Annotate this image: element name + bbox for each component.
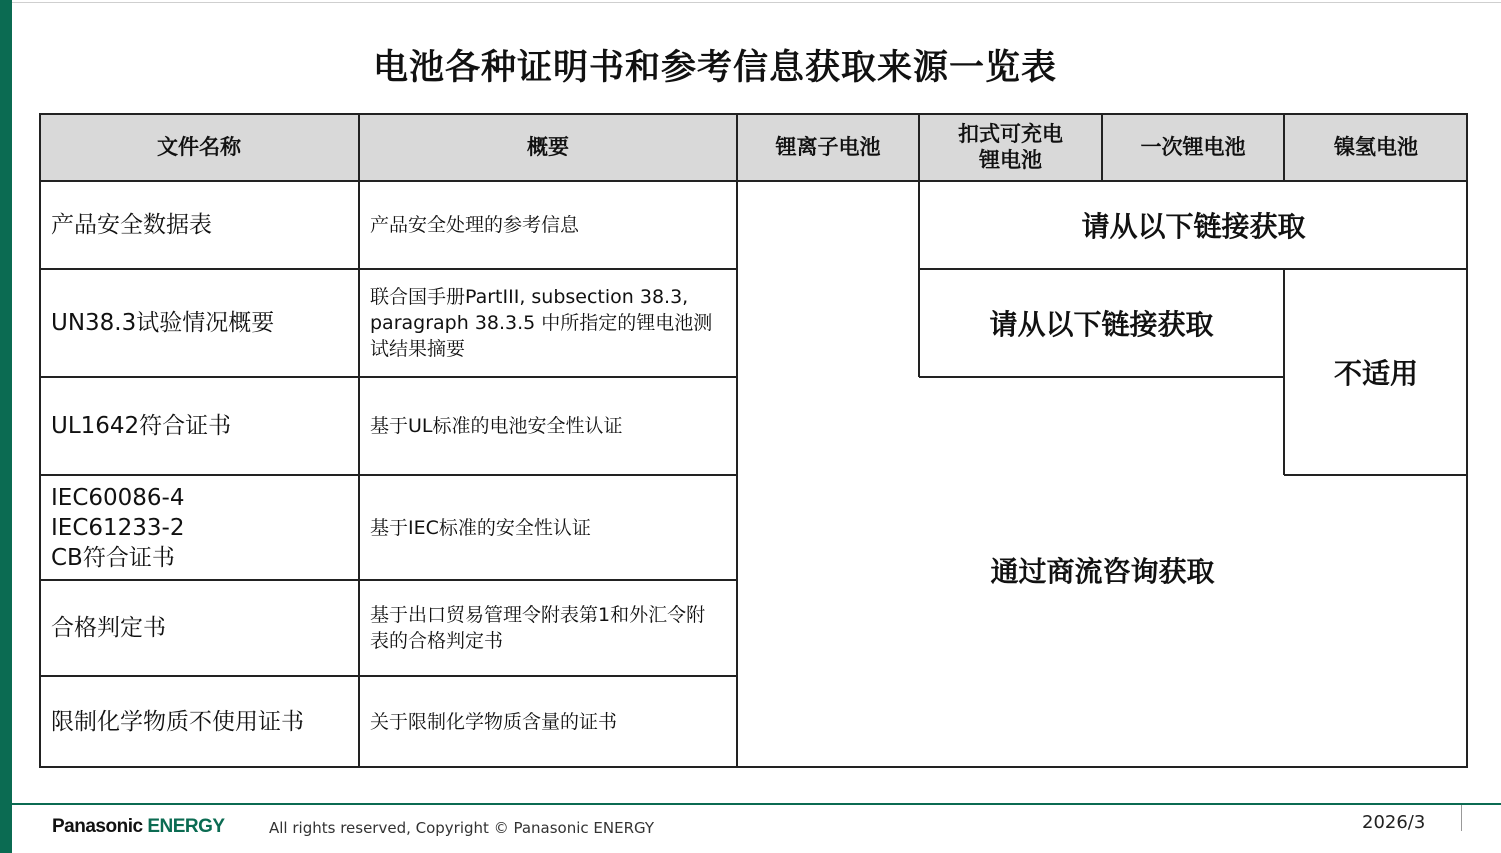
- border: [39, 474, 737, 476]
- row-summary: 关于限制化学物质含量的证书: [370, 711, 618, 733]
- panasonic-energy-logo: [52, 816, 225, 838]
- copyright-text: All rights reserved, Copyright © Panasonic ENERGY: [269, 819, 655, 837]
- border: [919, 268, 1468, 270]
- footer-divider: [12, 803, 1501, 805]
- row-name: UL1642符合证书: [51, 413, 232, 439]
- border: [918, 113, 920, 377]
- row-summary: 基于IEC标准的安全性认证: [370, 516, 591, 539]
- date-label: 2026/3: [1362, 812, 1426, 833]
- border: [39, 766, 1468, 768]
- header-summary: 概要: [359, 113, 737, 181]
- logo-accent-text: ENERGY: [147, 816, 225, 837]
- left-accent-bar: [0, 0, 12, 853]
- border: [1283, 113, 1285, 181]
- info-table: [39, 113, 1468, 768]
- top-divider: [12, 2, 1501, 3]
- header-file-name: 文件名称: [39, 113, 359, 181]
- border: [39, 113, 41, 768]
- border: [1283, 269, 1285, 475]
- border: [39, 113, 1468, 115]
- link-cell-row2: 请从以下链接获取: [989, 308, 1214, 341]
- row-summary: 基于出口贸易管理令附表第1和外汇令附表的合格判定书: [370, 604, 706, 652]
- header-nimh: 镍氢电池: [1284, 113, 1468, 181]
- border: [39, 675, 737, 677]
- row-name: 产品安全数据表: [51, 212, 212, 238]
- header-primary-lithium: 一次锂电池: [1102, 113, 1284, 181]
- border: [358, 113, 360, 768]
- row-summary: 联合国手册PartIII, subsection 38.3, paragraph 38.3.5 中所指定的锂电池测试结果摘要: [370, 286, 713, 360]
- border: [1284, 474, 1468, 476]
- via-sales-cell: 通过商流咨询获取: [990, 555, 1215, 588]
- border: [736, 113, 738, 768]
- row-name: 限制化学物质不使用证书: [51, 709, 304, 735]
- page-title: 电池各种证明书和参考信息获取来源一览表: [372, 48, 1057, 88]
- not-applicable-cell: 不适用: [1333, 357, 1418, 390]
- link-cell-row1: 请从以下链接获取: [1081, 210, 1306, 243]
- border: [39, 180, 1468, 182]
- row-summary: 产品安全处理的参考信息: [370, 214, 580, 236]
- logo-main-text: Panasonic: [52, 816, 143, 837]
- footer-tick: [1461, 805, 1462, 831]
- border: [39, 579, 737, 581]
- border: [1466, 113, 1468, 768]
- border: [1101, 113, 1103, 181]
- header-li-ion: 锂离子电池: [737, 113, 919, 181]
- border: [39, 268, 737, 270]
- border: [919, 376, 1284, 378]
- row-name: IEC60086-4 IEC61233-2 CB符合证书: [51, 484, 185, 571]
- row-name: 合格判定书: [51, 615, 166, 641]
- row-summary: 基于UL标准的电池安全性认证: [370, 415, 623, 437]
- header-coin-rechargeable: 扣式可充电 锂电池: [919, 113, 1102, 181]
- border: [39, 376, 737, 378]
- row-name: UN38.3试验情况概要: [51, 310, 275, 336]
